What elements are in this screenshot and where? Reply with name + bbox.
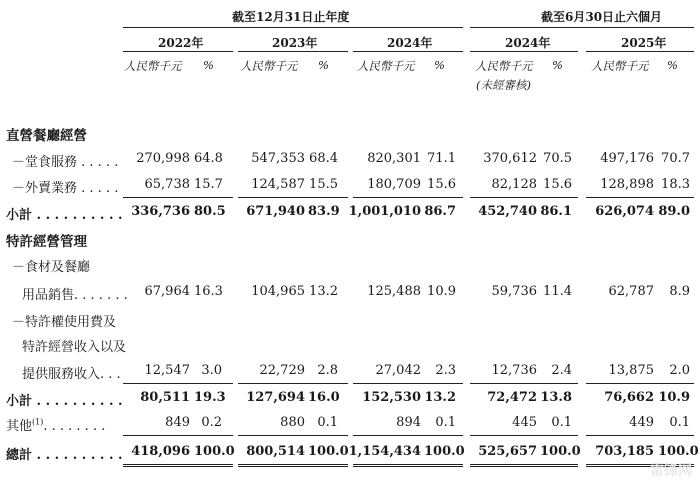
cell-percent: 0.1 bbox=[317, 415, 338, 430]
cell-amount: 80,511 bbox=[140, 390, 190, 405]
cell-amount: 72,472 bbox=[487, 390, 537, 405]
header-six-months-group: 截至6月30日止六個月 bbox=[541, 10, 663, 24]
rule bbox=[470, 383, 578, 384]
cell-amount: 76,662 bbox=[604, 390, 654, 405]
col-rule bbox=[586, 51, 694, 52]
cell-amount: 27,042 bbox=[375, 363, 421, 378]
cell-percent: 16.3 bbox=[194, 284, 223, 299]
col-rule bbox=[470, 51, 578, 52]
unit-rmb: 人民幣千元 bbox=[591, 59, 649, 73]
row-label-subtotal-2: 小計 . . . . . . . . . . bbox=[6, 394, 123, 409]
cell-percent: 2.3 bbox=[435, 363, 456, 378]
cell-percent: 15.7 bbox=[194, 177, 223, 192]
cell-amount: 547,353 bbox=[251, 151, 305, 166]
cell-amount: 124,587 bbox=[251, 177, 305, 192]
cell-percent: 3.0 bbox=[201, 363, 222, 378]
cell-percent: 70.5 bbox=[543, 151, 572, 166]
cell-percent: 100.0 bbox=[540, 444, 581, 459]
unit-pct: % bbox=[552, 58, 563, 72]
cell-percent: 13.8 bbox=[540, 390, 572, 405]
cell-percent: 68.4 bbox=[309, 151, 338, 166]
rule bbox=[586, 383, 694, 384]
cell-percent: 2.8 bbox=[317, 363, 338, 378]
rule bbox=[586, 197, 694, 198]
cell-percent: 15.5 bbox=[309, 177, 338, 192]
cell-percent: 13.2 bbox=[309, 284, 338, 299]
rule bbox=[353, 197, 463, 198]
cell-percent: 80.5 bbox=[194, 204, 226, 219]
cell-percent: 100.0 bbox=[424, 444, 465, 459]
cell-amount: 452,740 bbox=[478, 204, 537, 219]
year-2024: 2024年 bbox=[387, 36, 433, 50]
cell-percent: 10.9 bbox=[427, 284, 456, 299]
cell-amount: 127,694 bbox=[246, 390, 305, 405]
cell-amount: 849 bbox=[165, 415, 190, 430]
cell-amount: 67,964 bbox=[144, 284, 190, 299]
cell-amount: 128,898 bbox=[600, 177, 654, 192]
row-label-fee-2: 特許經營收入以及 bbox=[22, 340, 127, 355]
unit-rmb: 人民幣千元 bbox=[475, 59, 533, 73]
row-label-fee-3: 提供服務收入. . . bbox=[22, 367, 121, 382]
cell-amount: 525,657 bbox=[478, 444, 537, 459]
cell-percent: 70.7 bbox=[661, 151, 690, 166]
cell-amount: 22,729 bbox=[259, 363, 305, 378]
cell-percent: 0.2 bbox=[201, 415, 222, 430]
cell-percent: 19.3 bbox=[194, 390, 226, 405]
cell-amount: 800,514 bbox=[246, 444, 305, 459]
double-rule bbox=[123, 464, 233, 467]
cell-percent: 0.1 bbox=[669, 415, 690, 430]
cell-amount: 62,787 bbox=[608, 284, 654, 299]
cell-amount: 703,185 bbox=[595, 444, 654, 459]
cell-amount: 336,736 bbox=[131, 204, 190, 219]
cell-amount: 1,154,434 bbox=[348, 444, 421, 459]
cell-amount: 449 bbox=[629, 415, 654, 430]
col-rule bbox=[353, 51, 463, 52]
rule bbox=[470, 435, 578, 436]
cell-percent: 86.1 bbox=[540, 204, 572, 219]
rule bbox=[353, 383, 463, 384]
rule bbox=[470, 197, 578, 198]
section-franchise: 特許經營管理 bbox=[6, 234, 87, 250]
watermark: 雷锋网 bbox=[650, 463, 692, 479]
other-label: 其他 bbox=[6, 419, 33, 434]
row-label-total: 總計 . . . . . . . . . . bbox=[6, 448, 123, 463]
cell-percent: 71.1 bbox=[427, 151, 456, 166]
cell-amount: 13,875 bbox=[608, 363, 654, 378]
unit-pct: % bbox=[203, 58, 214, 72]
cell-amount: 418,096 bbox=[131, 444, 190, 459]
cell-amount: 12,736 bbox=[491, 363, 537, 378]
header-rule-year bbox=[123, 27, 463, 28]
year-2025-half: 2025年 bbox=[621, 36, 667, 50]
cell-percent: 100.0 bbox=[194, 444, 235, 459]
cell-percent: 15.6 bbox=[543, 177, 572, 192]
unit-pct: % bbox=[434, 58, 445, 72]
cell-percent: 100.0 bbox=[308, 444, 349, 459]
double-rule bbox=[470, 464, 578, 467]
cell-percent: 15.6 bbox=[427, 177, 456, 192]
rule bbox=[586, 435, 694, 436]
cell-percent: 8.9 bbox=[669, 284, 690, 299]
cell-percent: 2.0 bbox=[669, 363, 690, 378]
cell-percent: 18.3 bbox=[661, 177, 690, 192]
cell-percent: 86.7 bbox=[424, 204, 456, 219]
cell-amount: 626,074 bbox=[595, 204, 654, 219]
cell-percent: 16.0 bbox=[308, 390, 340, 405]
cell-percent: 0.1 bbox=[435, 415, 456, 430]
header-rule-half bbox=[470, 27, 694, 28]
cell-amount: 152,530 bbox=[362, 390, 421, 405]
cell-amount: 270,998 bbox=[136, 151, 190, 166]
unaudited-note: (未經審核) bbox=[476, 78, 531, 92]
unit-rmb: 人民幣千元 bbox=[124, 59, 182, 73]
rule bbox=[238, 383, 348, 384]
rule bbox=[123, 383, 233, 384]
cell-percent: 89.0 bbox=[658, 204, 690, 219]
row-label-food-2: 用品銷售. . . . . . . bbox=[22, 288, 128, 303]
cell-percent: 100.0 bbox=[658, 444, 699, 459]
other-dots: . . . . . . . . bbox=[43, 419, 106, 434]
cell-percent: 2.4 bbox=[551, 363, 572, 378]
col-rule bbox=[238, 51, 348, 52]
cell-amount: 125,488 bbox=[367, 284, 421, 299]
cell-amount: 880 bbox=[280, 415, 305, 430]
cell-amount: 820,301 bbox=[367, 151, 421, 166]
cell-percent: 83.9 bbox=[308, 204, 340, 219]
rule bbox=[353, 435, 463, 436]
row-label-food-1: －食材及餐廳 bbox=[12, 260, 91, 275]
row-label-fee-1: －特許權使用費及 bbox=[12, 315, 117, 330]
cell-amount: 445 bbox=[512, 415, 537, 430]
section-direct-restaurant: 直營餐廳經營 bbox=[6, 128, 87, 144]
cell-percent: 11.4 bbox=[543, 284, 572, 299]
cell-amount: 671,940 bbox=[246, 204, 305, 219]
row-label-dine-in: －堂食服務 . . . . . bbox=[12, 155, 119, 170]
cell-percent: 10.9 bbox=[658, 390, 690, 405]
cell-amount: 1,001,010 bbox=[348, 204, 421, 219]
cell-percent: 64.8 bbox=[194, 151, 223, 166]
unit-pct: % bbox=[318, 58, 329, 72]
year-2024-half: 2024年 bbox=[505, 36, 551, 50]
unit-pct: % bbox=[667, 58, 678, 72]
cell-amount: 65,738 bbox=[144, 177, 190, 192]
rule bbox=[123, 197, 233, 198]
footnote-ref: (1) bbox=[32, 417, 44, 427]
double-rule bbox=[353, 464, 463, 467]
header-fiscal-year-group: 截至12月31日止年度 bbox=[232, 10, 350, 24]
double-rule bbox=[238, 464, 348, 467]
rule bbox=[123, 435, 233, 436]
unit-rmb: 人民幣千元 bbox=[240, 59, 298, 73]
row-label-other bbox=[6, 415, 105, 434]
cell-amount: 894 bbox=[396, 415, 421, 430]
unit-rmb: 人民幣千元 bbox=[357, 59, 415, 73]
cell-amount: 104,965 bbox=[251, 284, 305, 299]
col-rule bbox=[123, 51, 233, 52]
cell-amount: 180,709 bbox=[367, 177, 421, 192]
rule bbox=[238, 197, 348, 198]
cell-percent: 0.1 bbox=[551, 415, 572, 430]
cell-amount: 12,547 bbox=[144, 363, 190, 378]
year-2022: 2022年 bbox=[158, 36, 204, 50]
year-2023: 2023年 bbox=[272, 36, 318, 50]
cell-amount: 370,612 bbox=[483, 151, 537, 166]
row-label-delivery: －外賣業務 . . . . . bbox=[12, 181, 119, 196]
cell-amount: 82,128 bbox=[491, 177, 537, 192]
cell-percent: 13.2 bbox=[424, 390, 456, 405]
rule bbox=[238, 435, 348, 436]
cell-amount: 497,176 bbox=[600, 151, 654, 166]
row-label-subtotal-1: 小計 . . . . . . . . . . bbox=[6, 208, 123, 223]
cell-amount: 59,736 bbox=[491, 284, 537, 299]
